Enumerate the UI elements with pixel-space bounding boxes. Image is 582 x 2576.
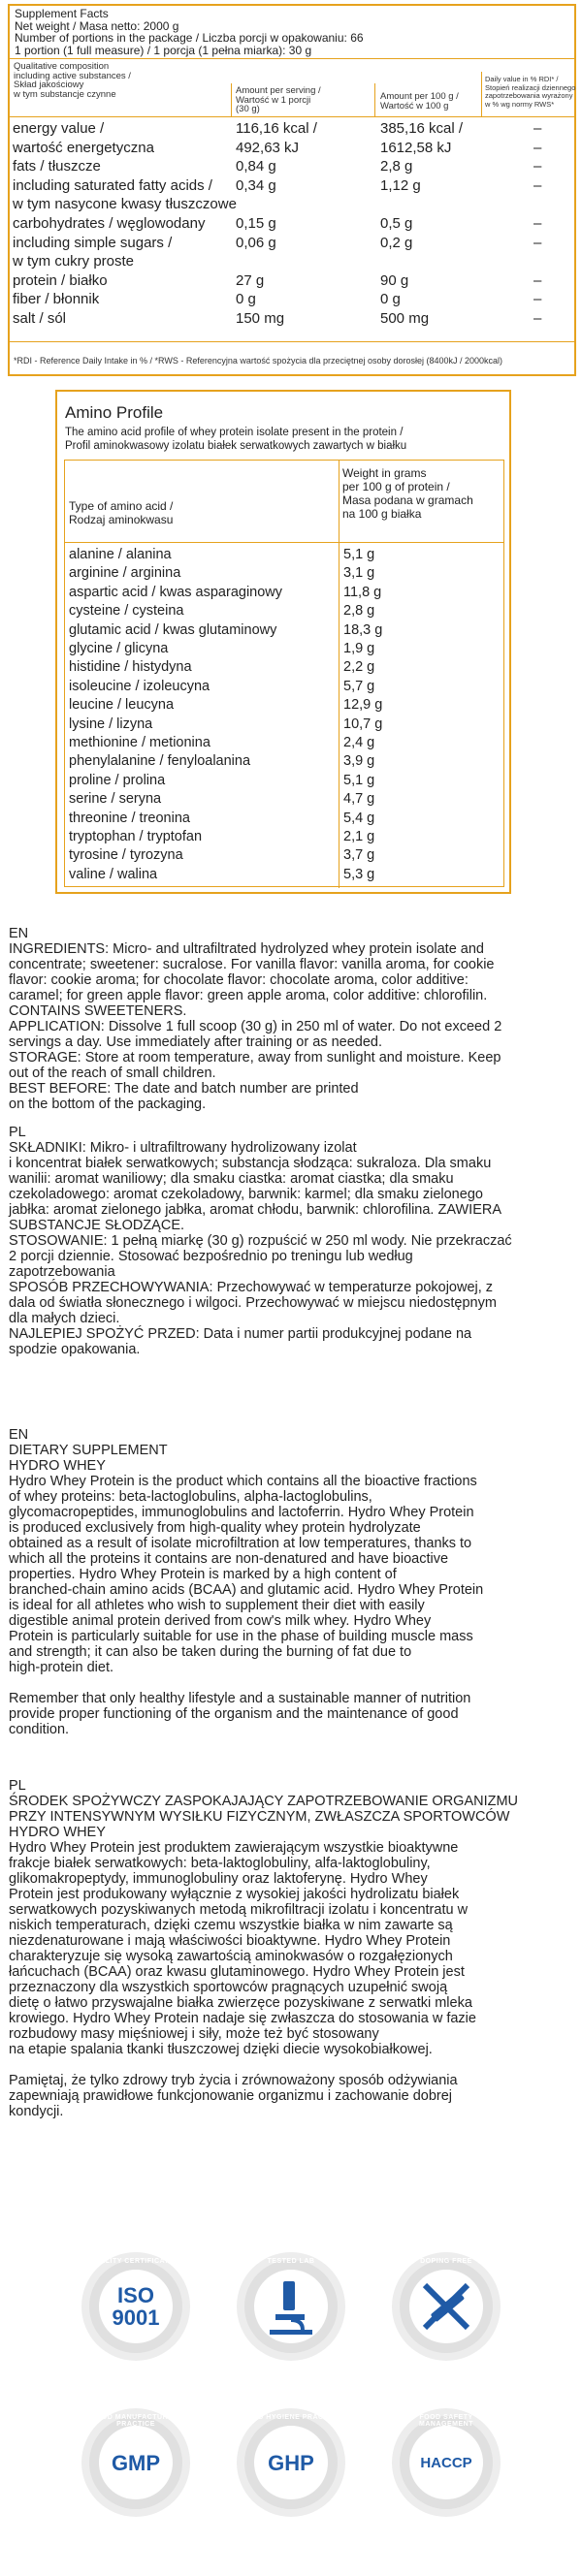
nutrient-name: fiber / błonnik bbox=[13, 291, 100, 308]
amino-subtitle: The amino acid profile of whey protein isolate present in the protein / Profil aminokwasowy izolatu białek serwatkowych zawartych w białku bbox=[65, 427, 407, 452]
col-serving-header: Amount per serving / Wartość w 1 porcji (30 g) bbox=[236, 85, 321, 114]
text-line: provide proper functioning of the organism and the maintenance of good bbox=[9, 1706, 459, 1722]
amino-acid-amount: 18,3 g bbox=[343, 621, 383, 638]
per-100g-value: 1,12 g bbox=[380, 176, 421, 194]
badge-caption: DOPING FREE bbox=[420, 2258, 472, 2265]
amino-row bbox=[65, 810, 503, 828]
portion-size: 1 portion (1 full measure) / 1 porcja (1 pełna miarka): 30 g bbox=[15, 43, 312, 57]
badge-caption: TESTED LAB bbox=[267, 2258, 315, 2265]
text-line: DIETARY SUPPLEMENT bbox=[9, 1443, 168, 1458]
text-line: NAJLEPIEJ SPOŻYĆ PRZED: Data i numer partii produkcyjnej podane na bbox=[9, 1326, 472, 1342]
text-line: i koncentrat białek serwatkowych; substancja słodząca: sukraloza. Dla smaku bbox=[9, 1156, 492, 1171]
text-line: INGREDIENTS: Micro- and ultrafiltrated hydrolyzed whey protein isolate and bbox=[9, 941, 484, 957]
portions-count: Number of portions in the package / Liczba porcji w opakowaniu: 66 bbox=[15, 31, 364, 45]
text-line: SUBSTANCJE SŁODZĄCE. bbox=[9, 1218, 185, 1233]
amino-acid-amount: 5,1 g bbox=[343, 547, 375, 562]
badge-caption: FOOD SAFETY MANAGEMENT bbox=[419, 2414, 473, 2428]
amino-acid-amount: 5,4 g bbox=[343, 810, 375, 826]
text-line: out of the reach of small children. bbox=[9, 1065, 216, 1081]
amino-acid-name: threonine / treonina bbox=[69, 810, 190, 826]
amino-acid-name: aspartic acid / kwas asparaginowy bbox=[69, 584, 283, 600]
rdi-value: – bbox=[534, 271, 542, 289]
lab-tested-badge-icon bbox=[237, 2252, 345, 2361]
amino-acid-name: cysteine / cysteina bbox=[69, 603, 184, 620]
amino-acid-name: serine / seryna bbox=[69, 791, 162, 808]
nutrition-row bbox=[10, 214, 574, 234]
amino-acid-amount: 1,9 g bbox=[343, 641, 375, 656]
text-line: glikomakropeptydy, immunoglobuliny oraz laktoferynę. Hydro Whey bbox=[9, 1871, 428, 1887]
supplement-facts-header bbox=[15, 8, 364, 56]
per-100g-value: 1612,58 kJ bbox=[380, 139, 452, 156]
per-serving-value: 492,63 kJ bbox=[236, 139, 300, 156]
text-line: CONTAINS SWEETENERS. bbox=[9, 1003, 187, 1019]
badge-caption: QUALITY CERTIFICATION bbox=[88, 2258, 183, 2265]
col-composition-header: Qualitative composition including active substances / Skład jakościowy w tym substancje czynne bbox=[14, 61, 131, 100]
per-100g-value: 90 g bbox=[380, 271, 409, 289]
text-line: kondycji. bbox=[9, 2104, 64, 2119]
rdi-value: – bbox=[534, 158, 542, 175]
text-line: na etapie spalania tkanki tłuszczowej dzięki diecie wysokobiałkowej. bbox=[9, 2042, 433, 2057]
amino-acid-name: tyrosine / tyrozyna bbox=[69, 847, 183, 864]
text-line: niskich temperaturach, dzięki czemu wszystkie białka w nim zawarte są bbox=[9, 1918, 453, 1933]
text-line: SKŁADNIKI: Mikro- i ultrafiltrowany hydrolizowany izolat bbox=[9, 1140, 357, 1156]
amino-row bbox=[65, 846, 503, 865]
rdi-value: – bbox=[534, 215, 542, 232]
amino-acid-amount: 2,2 g bbox=[343, 659, 375, 676]
nutrition-row bbox=[10, 119, 574, 139]
nutrient-name: protein / białko bbox=[13, 271, 108, 289]
rdi-value: – bbox=[534, 176, 542, 194]
nutrition-row bbox=[10, 176, 574, 196]
text-line: APPLICATION: Dissolve 1 full scoop (30 g) in 250 ml of water. Do not exceed 2 bbox=[9, 1019, 502, 1034]
text-line: SPOSÓB PRZECHOWYWANIA: Przechowywać w temperaturze pokojowej, z bbox=[9, 1280, 494, 1295]
text-line: which all the proteins it contains are non-denatured and have bioactive bbox=[9, 1551, 449, 1567]
text-line: properties. Hydro Whey Protein is marked by a high content of bbox=[9, 1567, 397, 1582]
text-line: servings a day. Use immediately after training or as needed. bbox=[9, 1034, 382, 1050]
facts-title: Supplement Facts bbox=[15, 7, 109, 20]
amino-row bbox=[65, 752, 503, 771]
amino-acid-name: valine / walina bbox=[69, 866, 158, 882]
amino-row bbox=[65, 678, 503, 696]
text-line: łańcuchach (BCAA) oraz kwasu glutaminowego. Hydro Whey Protein jest bbox=[9, 1964, 465, 1980]
amino-row bbox=[65, 772, 503, 790]
nutrition-row bbox=[10, 157, 574, 176]
text-line: HYDRO WHEY bbox=[9, 1825, 106, 1840]
text-line: on the bottom of the packaging. bbox=[9, 1097, 207, 1112]
amino-acid-name: methionine / metionina bbox=[69, 735, 210, 750]
per-serving-value: 0 g bbox=[236, 291, 256, 308]
text-line: spodzie opakowania. bbox=[9, 1342, 141, 1357]
text-line: zapewniają prawidłowe funkcjonowanie organizmu i zachowanie dobrej bbox=[9, 2088, 453, 2104]
amino-acid-amount: 12,9 g bbox=[343, 697, 383, 714]
per-100g-value: 0,2 g bbox=[380, 234, 413, 251]
rdi-value: – bbox=[534, 139, 542, 156]
amino-acid-amount: 3,9 g bbox=[343, 753, 375, 770]
text-line: caramel; for green apple flavor: green apple aroma, color additive: chlorofilin. bbox=[9, 988, 488, 1003]
text-line: STOSOWANIE: 1 pełną miarkę (30 g) rozpuścić w 250 ml wody. Nie przekraczać bbox=[9, 1233, 512, 1249]
amino-row bbox=[65, 790, 503, 809]
rdi-value: – bbox=[534, 234, 542, 251]
text-line: PL bbox=[9, 1778, 26, 1794]
amino-acid-amount: 3,7 g bbox=[343, 847, 375, 864]
text-line: wanilii: aromat waniliowy; dla smaku ciastka: aromat ciastka; dla smaku bbox=[9, 1171, 454, 1187]
gmp-badge-icon bbox=[81, 2408, 190, 2517]
text-line: STORAGE: Store at room temperature, away from sunlight and moisture. Keep bbox=[9, 1050, 501, 1065]
ghp-badge-icon bbox=[237, 2408, 345, 2517]
text-line: Remember that only healthy lifestyle and a sustainable manner of nutrition bbox=[9, 1691, 471, 1706]
text-line: dietę o łatwo przyswajalne białka zwierzęce pozyskiwane z serwatki mleka bbox=[9, 1995, 472, 2011]
rdi-footnote: *RDI - Reference Daily Intake in % / *RWS - Referencyjna wartość spożycia dla przeciętnej osoby dorosłej (8400kJ / 2000kcal) bbox=[14, 356, 503, 366]
text-line: BEST BEFORE: The date and batch number are printed bbox=[9, 1081, 359, 1097]
per-100g-value: 500 mg bbox=[380, 310, 430, 327]
amino-profile-panel bbox=[55, 390, 511, 894]
text-line: Hydro Whey Protein is the product which contains all the bioactive fractions bbox=[9, 1474, 477, 1489]
text-line: przeznaczony dla wszystkich sportowców pragnących uzupełnić swoją bbox=[9, 1980, 448, 1995]
text-line: digestible animal protein derived from cow's milk whey. Hydro Whey bbox=[9, 1613, 432, 1629]
amino-row bbox=[65, 584, 503, 602]
amino-row bbox=[65, 564, 503, 583]
text-line: ŚRODEK SPOŻYWCZY ZASPOKAJAJĄCY ZAPOTRZEBOWANIE ORGANIZMU bbox=[9, 1794, 519, 1809]
english-label-text bbox=[9, 926, 576, 1112]
amino-acid-amount: 4,7 g bbox=[343, 791, 375, 808]
amino-table bbox=[64, 460, 504, 887]
polish-description-text bbox=[9, 1778, 576, 2119]
rdi-value: – bbox=[534, 310, 542, 327]
per-serving-value: 0,84 g bbox=[236, 158, 276, 175]
amino-acid-name: histidine / histydyna bbox=[69, 659, 192, 676]
text-line: high-protein diet. bbox=[9, 1660, 114, 1675]
badge-label: GMP bbox=[111, 2451, 161, 2475]
amino-acid-name: alanine / alanina bbox=[69, 547, 172, 562]
text-line: 2 porcji dziennie. Stosować bezpośrednio po treningu lub według bbox=[9, 1249, 413, 1264]
text-line: Hydro Whey Protein jest produktem zawierającym wszystkie bioaktywne bbox=[9, 1840, 459, 1856]
amino-acid-name: arginine / arginina bbox=[69, 565, 181, 582]
badge-label: ISO 9001 bbox=[112, 2283, 160, 2330]
nutrient-name: w tym nasycone kwasy tłuszczowe bbox=[13, 196, 237, 213]
per-100g-value: 385,16 kcal / bbox=[380, 120, 464, 137]
amino-row bbox=[65, 828, 503, 846]
text-line: PL bbox=[9, 1125, 26, 1140]
nutrition-row bbox=[10, 290, 574, 309]
text-line: of whey proteins: beta-lactoglobulins, alpha-lactoglobulins, bbox=[9, 1489, 372, 1505]
amino-acid-name: proline / prolina bbox=[69, 772, 166, 788]
text-line: is produced exclusively from high-quality whey protein hydrolyzate bbox=[9, 1520, 421, 1536]
per-serving-value: 116,16 kcal / bbox=[236, 120, 317, 137]
amino-row bbox=[65, 696, 503, 715]
text-line: obtained as a result of isolate microfiltration at low temperatures, thanks to bbox=[9, 1536, 472, 1551]
amino-acid-name: lysine / lizyna bbox=[69, 716, 153, 732]
amino-acid-amount: 11,8 g bbox=[343, 584, 382, 600]
nutrition-row bbox=[10, 195, 574, 214]
haccp-badge-icon bbox=[392, 2408, 501, 2517]
amino-acid-name: leucine / leucyna bbox=[69, 697, 175, 714]
amino-acid-amount: 5,7 g bbox=[343, 678, 375, 694]
badge-caption: GOOD MANUFACTURING PRACTICE bbox=[89, 2414, 182, 2428]
nutrient-name: salt / sól bbox=[13, 310, 67, 327]
text-line: condition. bbox=[9, 1722, 70, 1737]
col-amino-type-header: Type of amino acid / Rodzaj aminokwasu bbox=[69, 499, 174, 526]
text-line: serwatkowych pozyskiwanych metodą mikrofiltracji izolatu i koncentratu w bbox=[9, 1902, 469, 1918]
amino-row bbox=[65, 734, 503, 752]
text-line: jabłka: aromat zielonego jabłka, aromat chłodu, barwnik: chlorofilina. ZAWIERA bbox=[9, 1202, 502, 1218]
text-line: glycomacropeptides, immunoglobulins and lactoferrin. Hydro Whey Protein bbox=[9, 1505, 474, 1520]
text-line: concentrate; sweetener: sucralose. For vanilla flavor: vanilla aroma, for cookie bbox=[9, 957, 495, 972]
nutrient-name: including simple sugars / bbox=[13, 234, 173, 251]
text-line: and strength; it can also be taken during the burning of fat due to bbox=[9, 1644, 412, 1660]
text-line: is ideal for all athletes who wish to supplement their diet with easily bbox=[9, 1598, 425, 1613]
per-serving-value: 0,06 g bbox=[236, 234, 276, 251]
amino-row bbox=[65, 546, 503, 564]
amino-row bbox=[65, 602, 503, 620]
rdi-value: – bbox=[534, 291, 542, 308]
amino-row bbox=[65, 621, 503, 640]
amino-title: Amino Profile bbox=[65, 403, 164, 422]
per-serving-value: 27 g bbox=[236, 271, 265, 289]
text-line: EN bbox=[9, 1427, 29, 1443]
per-serving-value: 0,34 g bbox=[236, 176, 276, 194]
text-line: branched-chain amino acids (BCAA) and glutamic acid. Hydro Whey Protein bbox=[9, 1582, 484, 1598]
nutrition-row bbox=[10, 139, 574, 158]
text-line: flavor: cookie aroma; for chocolate flavor: chocolate aroma, color additive: bbox=[9, 972, 469, 988]
nutrition-row bbox=[10, 252, 574, 271]
amino-row bbox=[65, 658, 503, 677]
amino-acid-amount: 3,1 g bbox=[343, 565, 375, 582]
per-100g-value: 0,5 g bbox=[380, 215, 413, 232]
badge-label: HACCP bbox=[420, 2454, 472, 2471]
doping-free-badge-icon bbox=[392, 2252, 501, 2361]
amino-acid-amount: 10,7 g bbox=[343, 716, 383, 732]
text-line: rozbudowy masy mięśniowej i siły, może też być stosowany bbox=[9, 2026, 379, 2042]
polish-label-text bbox=[9, 1125, 576, 1357]
text-line: Protein jest produkowany wyłącznie z wysokiej jakości hydrolizatu białek bbox=[9, 1887, 460, 1902]
col-rdi-header: Daily value in % RDI* / Stopień realizacji dziennego zapotrzebowania wyrażony w % wg normy RWS* bbox=[485, 75, 576, 109]
nutrient-name: w tym cukry proste bbox=[13, 253, 135, 270]
per-serving-value: 150 mg bbox=[236, 310, 285, 327]
text-line: PRZY INTENSYWNYM WYSIŁKU FIZYCZNYM, ZWŁASZCZA SPORTOWCÓW bbox=[9, 1809, 510, 1825]
supplement-facts-panel bbox=[8, 4, 576, 376]
english-description-text bbox=[9, 1427, 576, 1737]
rdi-value: – bbox=[534, 120, 542, 137]
badge-label: GHP bbox=[268, 2451, 314, 2475]
amino-acid-name: tryptophan / tryptofan bbox=[69, 829, 203, 844]
text-line: Protein is particularly suitable for use in the phase of building muscle mass bbox=[9, 1629, 473, 1644]
text-line: dla małych dzieci. bbox=[9, 1311, 120, 1326]
per-100g-value: 2,8 g bbox=[380, 158, 413, 175]
nutrient-name: including saturated fatty acids / bbox=[13, 176, 212, 194]
nutrient-name: fats / tłuszcze bbox=[13, 158, 101, 175]
amino-acid-amount: 2,4 g bbox=[343, 735, 375, 750]
per-100g-value: 0 g bbox=[380, 291, 401, 308]
amino-row bbox=[65, 640, 503, 658]
amino-row bbox=[65, 866, 503, 884]
text-line: czekoladowego: aromat czekoladowy, barwnik: karmel; dla smaku zielonego bbox=[9, 1187, 483, 1202]
amino-acid-amount: 2,8 g bbox=[343, 603, 375, 620]
text-line: HYDRO WHEY bbox=[9, 1458, 106, 1474]
nutrient-name: wartość energetyczna bbox=[13, 139, 154, 156]
text-line: krowiego. Hydro Whey Protein nadaje się zwłaszcza do stosowania w fazie bbox=[9, 2011, 476, 2026]
text-line: EN bbox=[9, 926, 29, 941]
amino-acid-name: phenylalanine / fenyloalanina bbox=[69, 753, 251, 770]
per-serving-value: 0,15 g bbox=[236, 215, 276, 232]
col-100g-header: Amount per 100 g / Wartość w 100 g bbox=[380, 91, 459, 111]
text-line: frakcje białek serwatkowych: beta-laktoglobuliny, alfa-laktoglobuliny, bbox=[9, 1856, 431, 1871]
text-line: niezdenaturowane i mają właściwości bioaktywne. Hydro Whey Protein bbox=[9, 1933, 451, 1949]
iso-9001-badge-icon bbox=[81, 2252, 190, 2361]
nutrition-row bbox=[10, 309, 574, 329]
badge-caption: GOOD HYGIENE PRACTICE bbox=[241, 2414, 341, 2421]
amino-acid-name: glutamic acid / kwas glutaminowy bbox=[69, 621, 277, 638]
text-line bbox=[9, 1675, 576, 1691]
text-line: dala od światła słonecznego i wilgoci. Przechowywać w miejscu niedostępnym bbox=[9, 1295, 497, 1311]
amino-acid-amount: 2,1 g bbox=[343, 829, 375, 844]
nutrient-name: energy value / bbox=[13, 120, 105, 137]
text-line bbox=[9, 2057, 576, 2073]
amino-row bbox=[65, 716, 503, 734]
text-line: Pamiętaj, że tylko zdrowy tryb życia i zrównoważony sposób odżywiania bbox=[9, 2073, 458, 2088]
amino-acid-name: isoleucine / izoleucyna bbox=[69, 678, 210, 694]
amino-acid-amount: 5,1 g bbox=[343, 772, 375, 788]
amino-acid-amount: 5,3 g bbox=[343, 866, 375, 882]
nutrition-row bbox=[10, 234, 574, 253]
text-line: charakteryzuje się wysoką zawartością aminokwasów o rozgałęzionych bbox=[9, 1949, 453, 1964]
nutrient-name: carbohydrates / węglowodany bbox=[13, 215, 206, 232]
col-amino-weight-header: Weight in grams per 100 g of protein / Masa podana w gramach na 100 g białka bbox=[342, 466, 473, 521]
amino-acid-name: glycine / glicyna bbox=[69, 641, 169, 656]
net-weight: Net weight / Masa netto: 2000 g bbox=[15, 18, 179, 33]
text-line: zapotrzebowania bbox=[9, 1264, 115, 1280]
nutrition-row bbox=[10, 271, 574, 291]
